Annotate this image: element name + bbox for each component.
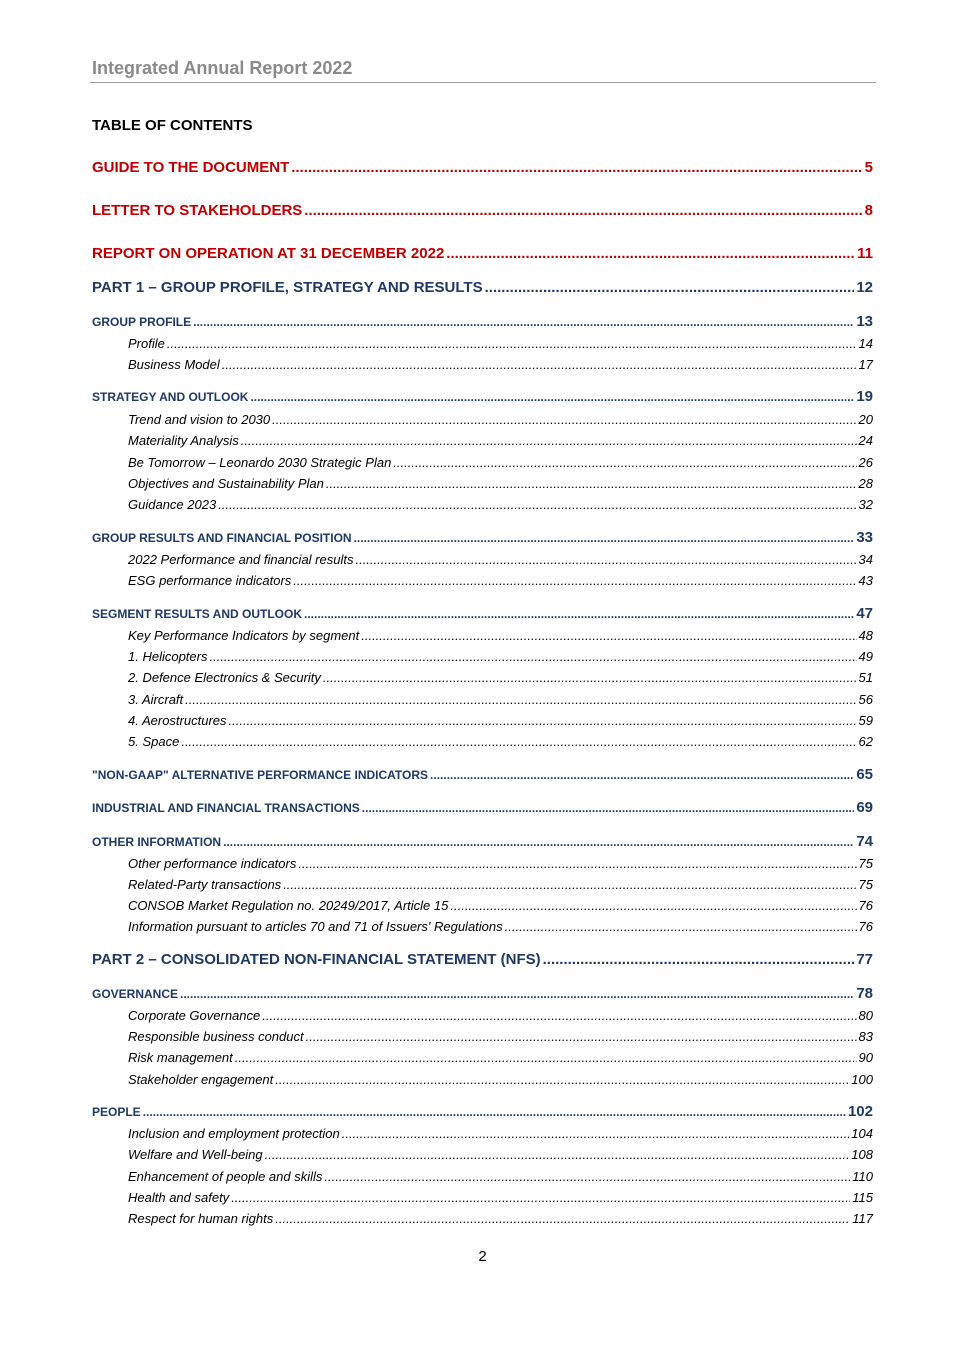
toc-entry-sub[interactable]: 2. Defence Electronics & Security ..... 51 (92, 670, 873, 685)
toc-entry-part2[interactable]: PART 2 – CONSOLIDATED NON-FINANCIAL STATEMENT (NFS) ..... 77 (92, 951, 873, 968)
toc-entry-sub[interactable]: Profile ..... 14 (92, 336, 873, 351)
toc-entry-sub[interactable]: Corporate Governance ..... 80 (92, 1008, 873, 1023)
toc-entry-sub[interactable]: Responsible business conduct ..... 83 (92, 1029, 873, 1044)
toc-entry-sub[interactable]: Risk management ..... 90 (92, 1050, 873, 1065)
toc-entry-sub[interactable]: 2022 Performance and financial results ..... 34 (92, 552, 873, 567)
toc-entry-report[interactable]: REPORT ON OPERATION AT 31 DECEMBER 2022 ..... 11 (92, 245, 873, 262)
toc-entry-sub[interactable]: 1. Helicopters ..... 49 (92, 649, 873, 664)
toc-entry-sub[interactable]: Health and safety ..... 115 (92, 1190, 873, 1205)
toc-entry-guide[interactable]: GUIDE TO THE DOCUMENT ..... 5 (92, 159, 873, 176)
toc-entry-part1[interactable]: PART 1 – GROUP PROFILE, STRATEGY AND RESULTS ..... 12 (92, 279, 873, 296)
toc-entry-sub[interactable]: 5. Space ..... 62 (92, 734, 873, 749)
toc-entry-strategy[interactable]: STRATEGY AND OUTLOOK ..... 19 (92, 388, 873, 405)
header-divider (90, 82, 876, 83)
toc-entry-sub[interactable]: Inclusion and employment protection ..... 104 (92, 1126, 873, 1141)
toc-entry-letter[interactable]: LETTER TO STAKEHOLDERS ..... 8 (92, 202, 873, 219)
toc-entry-sub[interactable]: Other performance indicators ..... 75 (92, 856, 873, 871)
toc-entry-people[interactable]: PEOPLE ..... 102 (92, 1103, 873, 1120)
toc-entry-sub[interactable]: Enhancement of people and skills ..... 110 (92, 1169, 873, 1184)
toc-entry-sub[interactable]: Business Model ..... 17 (92, 357, 873, 372)
toc-entry-sub[interactable]: Information pursuant to articles 70 and 71 of Issuers' Regulations ..... 76 (92, 919, 873, 934)
toc-entry-sub[interactable]: Related-Party transactions ..... 75 (92, 877, 873, 892)
toc-entry-sub[interactable]: CONSOB Market Regulation no. 20249/2017, Article 15 ..... 76 (92, 898, 873, 913)
toc-entry-sub[interactable]: ESG performance indicators ..... 43 (92, 573, 873, 588)
toc-entry-sub[interactable]: Key Performance Indicators by segment ..... 48 (92, 628, 873, 643)
toc-entry-sub[interactable]: Welfare and Well-being ..... 108 (92, 1147, 873, 1162)
toc-entry-sub[interactable]: 4. Aerostructures ..... 59 (92, 713, 873, 728)
toc-entry-sub[interactable]: Stakeholder engagement ..... 100 (92, 1072, 873, 1087)
toc-entry-industrial-transactions[interactable]: INDUSTRIAL AND FINANCIAL TRANSACTIONS ..... 69 (92, 799, 873, 816)
toc-entry-governance[interactable]: GOVERNANCE ..... 78 (92, 985, 873, 1002)
toc-entry-sub[interactable]: Trend and vision to 2030 ..... 20 (92, 412, 873, 427)
toc-entry-sub[interactable]: Guidance 2023 ..... 32 (92, 497, 873, 512)
page-number: 2 (478, 1248, 487, 1265)
toc-entry-non-gaap[interactable]: "NON-GAAP" ALTERNATIVE PERFORMANCE INDICATORS ..... 65 (92, 766, 873, 783)
toc-entry-sub[interactable]: Objectives and Sustainability Plan ..... 28 (92, 476, 873, 491)
toc-entry-sub[interactable]: 3. Aircraft ..... 56 (92, 692, 873, 707)
toc-entry-segment-results[interactable]: SEGMENT RESULTS AND OUTLOOK ..... 47 (92, 605, 873, 622)
toc-entry-group-results[interactable]: GROUP RESULTS AND FINANCIAL POSITION ..... 33 (92, 529, 873, 546)
toc-entry-sub[interactable]: Be Tomorrow – Leonardo 2030 Strategic Plan ..... 26 (92, 455, 873, 470)
toc-entry-group-profile[interactable]: GROUP PROFILE ..... 13 (92, 313, 873, 330)
toc-entry-sub[interactable]: Respect for human rights ..... 117 (92, 1211, 873, 1226)
toc-entry-other-information[interactable]: OTHER INFORMATION ..... 74 (92, 833, 873, 850)
document-header-title: Integrated Annual Report 2022 (92, 58, 353, 78)
toc-entry-sub[interactable]: Materiality Analysis ..... 24 (92, 433, 873, 448)
toc-title: TABLE OF CONTENTS (92, 117, 253, 134)
